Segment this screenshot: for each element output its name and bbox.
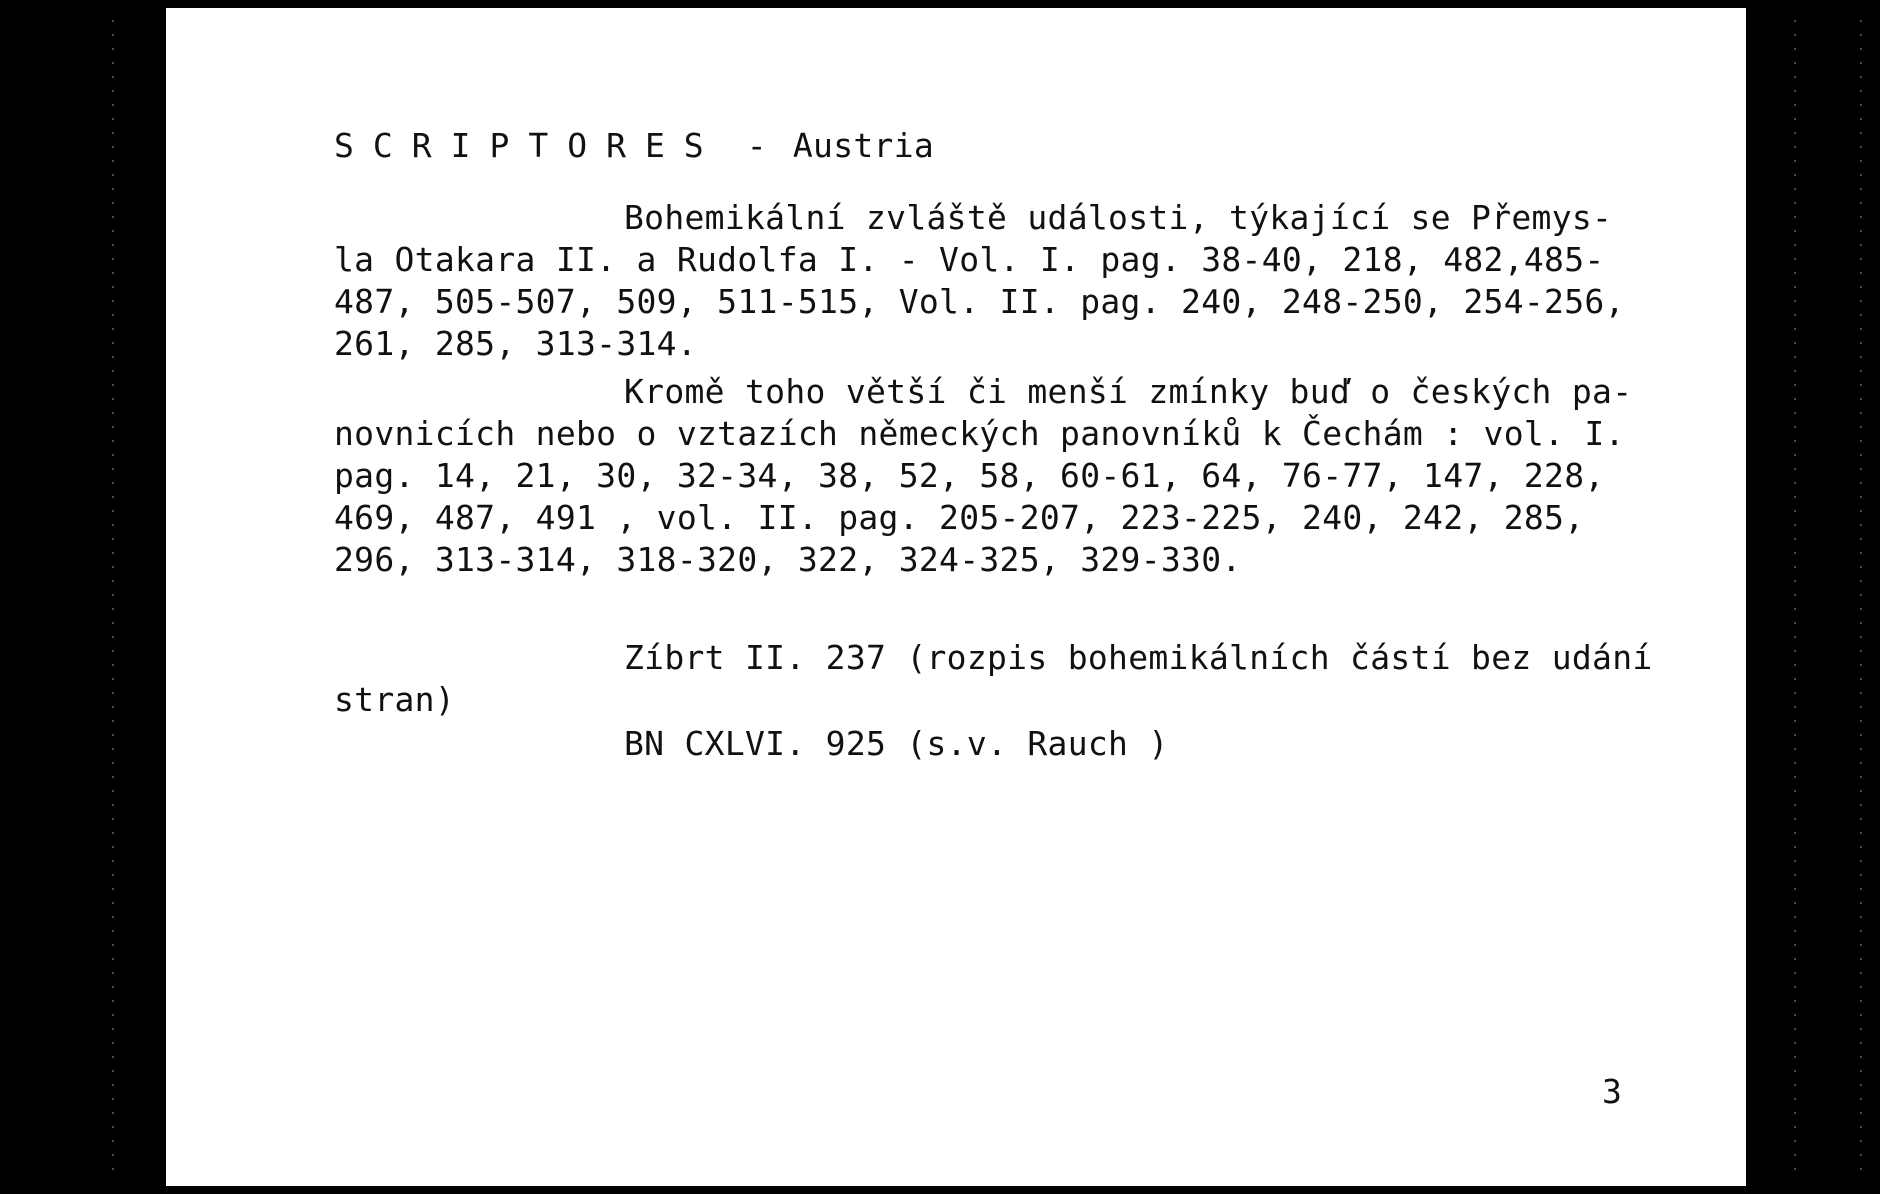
paragraph-2-line-2: novnicích nebo o vztazích německých panovníků k Čechám : vol. I. (334, 414, 1625, 453)
scan-edge-dots-right (1860, 20, 1862, 1170)
scan-edge-dots-left (1794, 20, 1796, 1170)
catalog-card (166, 8, 1746, 1186)
reference-2: BN CXLVI. 925 (s.v. Rauch ) (624, 724, 1169, 763)
paragraph-2-line-4: 469, 487, 491 , vol. II. pag. 205-207, 223-225, 240, 242, 285, (334, 498, 1585, 537)
paragraph-1-line-2: la Otakara II. a Rudolfa I. - Vol. I. pag. 38-40, 218, 482,485- (334, 240, 1605, 279)
heading-separator: - (746, 126, 767, 165)
paragraph-1-line-1: Bohemikální zvláště události, týkající se Přemys- (624, 198, 1613, 237)
heading-title: SCRIPTORES (334, 126, 723, 165)
paragraph-2-line-1: Kromě toho větší či menší zmínky buď o českých pa- (624, 372, 1633, 411)
paragraph-1-line-3: 487, 505-507, 509, 511-515, Vol. II. pag. 240, 248-250, 254-256, (334, 282, 1625, 321)
reference-1-line-2: stran) (334, 680, 456, 719)
reference-1-line-1: Zíbrt II. 237 (rozpis bohemikálních částí bez udání (624, 638, 1653, 677)
paragraph-2-line-3: pag. 14, 21, 30, 32-34, 38, 52, 58, 60-61, 64, 76-77, 147, 228, (334, 456, 1605, 495)
scan-left-edge-dots (112, 20, 114, 1170)
scan-right-edge (1768, 0, 1880, 1194)
heading-subtitle: Austria (792, 126, 935, 165)
card-heading (334, 126, 934, 165)
paragraph-2-line-5: 296, 313-314, 318-320, 322, 324-325, 329-330. (334, 540, 1242, 579)
page-number: 3 (1602, 1072, 1623, 1111)
paragraph-1-line-4: 261, 285, 313-314. (334, 324, 698, 363)
